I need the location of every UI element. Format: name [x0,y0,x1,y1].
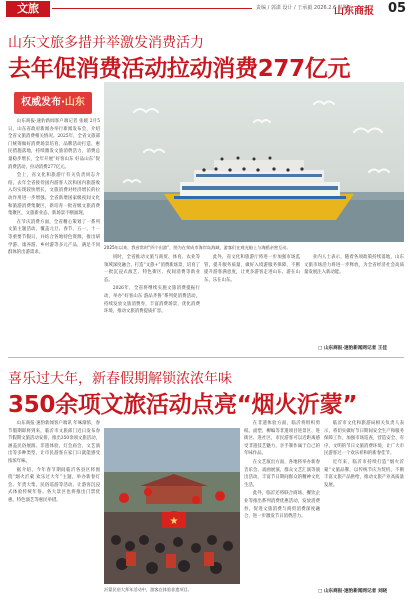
newspaper-brand: 山东商报 [334,6,374,17]
festival-illustration [104,428,240,584]
page-header [0,0,410,18]
story2-column-4 [324,420,404,580]
story1-headline: 去年促消费活动拉动消费277亿元 [8,56,351,82]
story2-headline: 350余项文旅活动点亮“烟火沂蒙” [8,392,358,418]
story1-paragraph: 同时，全省推动文旅与商贸、体育、农业等领域深度融合，打造“文旅+”消费新场景，培育了一批沉浸式演艺、特色街区、夜间消费等新业态。 [104,255,200,283]
story1-column-2 [104,254,200,354]
story2-subtitle: 喜乐过大年，新春假期解锁浓浓年味 [8,371,232,387]
story1-paragraph: 此外，省文化和旅游厅将进一步加强市场监管，提升服务质量，做好入境游服务保障，不断提升游客满意度，让更多游客走进山东、游在山东、乐在山东。 [204,255,300,283]
svg-text:★: ★ [169,516,179,527]
story1-byline: □ 山东商报·速豹新闻网记者 王佳 [318,346,388,351]
story1-subtitle: 山东文旅多措并举激发消费活力 [8,35,204,51]
section-tag: 文旅 [6,1,50,17]
badge-text: 权威发布 [21,97,62,108]
story-divider [8,357,404,358]
story2-paragraph: 近年来，临沂市持续打造“烟火沂蒙”文旅品牌，以传统节庆为契机，不断丰富文旅产品供给，推动文旅产业高质量发展。 [324,459,404,488]
story2-paragraph: 临沂市文化和旅游局相关负责人表示，将切实做好节日期间安全生产和服务保障工作，加强市场巡查，营造安全、有序、文明的节日文旅消费环境，让广大市民游客过一个欢乐祥和的新春佳节。 [324,421,404,457]
story1-paragraph: 业内人士表示，随着各项政策持续落地，山东文旅市场活力将进一步释放，为全省经济社会高质量发展注入新动能。 [304,255,404,276]
header-rule [52,8,252,9]
story2-column-3 [244,420,320,596]
page-number: 05 [388,1,407,16]
story1-paragraph: 会上，省文化和旅游厅有关负责同志介绍，去年全省接待国内游客人次和国内旅游收入均实现较快增长，文旅消费对经济增长的拉动作用进一步增强。全省新增国家级夜间文化和旅游消费集聚区，新培育一批省级文旅消费集聚区，文旅新业态、新场景不断涌现。 [8,173,100,217]
photo-caption: 2025年以来，我省常时“四个出游”，图为在荣成市海岸岛海域，游客们在观光船上与海鸥亲密互动。 [104,245,291,250]
story1-column-left [8,118,100,354]
badge-region: 山东 [64,97,85,108]
story1-paragraph: 在节庆消费方面，全省精心策划了一系列文旅主题活动，覆盖元旦、春节、五一、十一等重要节假日，并结合各地特色资源，推出研学游、康养游、乡村游等多元产品，满足不同群体的出游需求。 [8,219,100,256]
story1-column-3 [204,254,300,354]
story1-paragraph: 2026年，全省将继续实施文旅消费提振行动，举办“好客山东 游品齐鲁”系列促消费活动，持续发放文旅消费券，丰富消费场景，优化消费环境，推动文旅消费提质扩容。 [104,286,200,315]
story1-column-4 [304,254,404,342]
story2-paragraph: 在文艺演出方面，各地将举办新春音乐会、戏曲展演、群众文艺汇演等演出活动，丰富节日期间群众的精神文化生活。 [244,459,320,488]
festival-crowd-photo [104,428,240,584]
header-meta: 责编 / 郭潇 设计 / 王承毅 2026.2.6 星期五 [256,5,353,11]
story2-paragraph: 在非遗体验方面，临沂将组织剪纸、面塑、柳编等非遗项目进景区、进街区、进社区，市民游客可以近距离感受非遗技艺魅力，亲手制作属于自己的年味作品。 [244,421,320,457]
ferry-seagulls-photo [104,82,404,242]
ferry-illustration [104,82,404,242]
story2-byline: □ 山东商报·速豹新闻网记者 刘晓 [318,589,388,594]
story2-column-left [8,420,100,596]
authority-release-badge: 权威发布·山东 [14,92,92,114]
story2-paragraph: 此外，临沂还将联合商场、餐饮企业等推出系列消费优惠活动，发放消费券，促进文旅消费与商贸消费深度融合，进一步激发节日消费活力。 [244,491,320,520]
story1-paragraph: 山东商报·速豹新闻客户端记者 张媛 2月5日，山东省政府新闻办举行新闻发布会，介绍全省文旅消费相关情况。2025年，全省文旅部门统筹做好消费场景培育、品牌活动打造、惠民措施落地，持续激发文旅消费活力，消费总量稳步增长，全年开展“好客山东 好品山东”促消费活动，拉动消费277亿元。 [8,119,100,170]
story2-paragraph: 据介绍，今年春节期间临沂各县区将围绕“烟火沂蒙 欢乐过大年”主题，举办新春灯会、年货大集、民俗巡游等活动，让游客沉浸式体验传统年俗。各大景区也将推出门票优惠、特色演艺等惠民举措。 [8,467,100,503]
photo2-caption: 沂蒙民俗大拜年活动中，游客在体验非遗项目。 [104,587,192,592]
story2-paragraph: 山东商报·速豹新闻客户端讯 年味渐浓，春节假期即将到来，临沂市文旅部门近日发布春节假期文旅活动安排，推出350余项文旅活动，涵盖民俗展演、非遗体验、灯会庙会、文艺演出等多种类型，让市民游客在家门口就能感受浓浓年味。 [8,421,100,464]
